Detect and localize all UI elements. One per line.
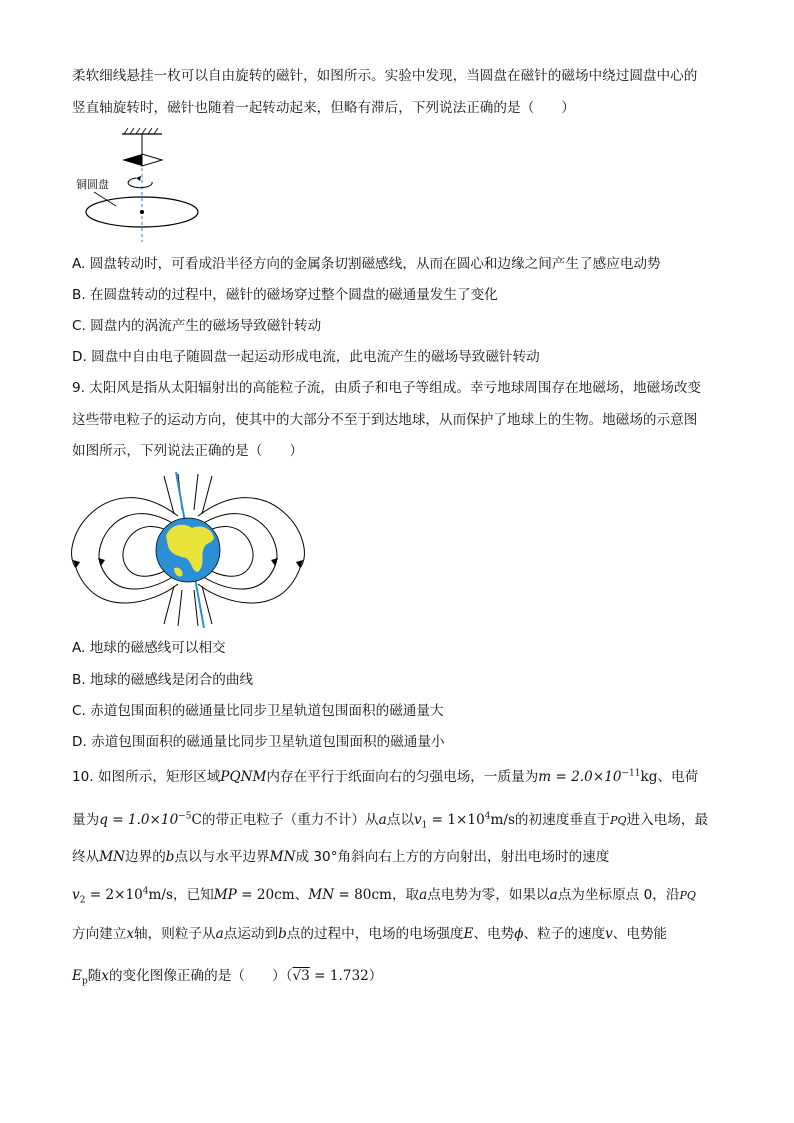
q8-option-a: A. 圆盘转动时，可看成沿半径方向的金属条切割磁感线，从而在圆心和边缘之间产生了感应电动势 [72,256,661,272]
q10-line-5: 方向建立x轴，则粒子从a点运动到b点的过程中，电场的电场强度E、电势ϕ、粒子的速度v、电势能 [72,926,668,942]
q8-stem-line-1: 柔软细线悬挂一枚可以自由旋转的磁针，如图所示。实验中发现，当圆盘在磁针的磁场中绕过圆盘中心的 [72,68,698,84]
q8-stem-line-2: 竖直轴旋转时，磁针也随着一起转动起来，但略有滞后，下列说法正确的是（ ） [72,100,575,116]
q9-stem-line-3: 如图所示，下列说法正确的是（ ） [72,443,304,459]
q9-figure-geomagnetic-field [66,472,310,628]
q9-option-a: A. 地球的磁感线可以相交 [72,640,226,656]
q9-option-b: B. 地球的磁感线是闭合的曲线 [72,672,254,688]
q8-figure-label: 铜圆盘 [76,178,109,191]
q9-option-d: D. 赤道包围面积的磁通量比同步卫星轨道包围面积的磁通量小 [72,734,445,750]
q10-line-2: 量为$q = 1.0\times 10^{-5}C$的带正电粒子（重力不计）从a点以$v_1 = 1\times 10^4m/s$的初速度垂直于PQ进入电场，最 [72,811,709,831]
q10-line-4: $v_2 = 2\times 10^4m/s$，已知MP = 20cm、MN = 80cm，取a点电势为零，如果以a点为坐标原点 0，沿PQ [72,886,696,906]
q10-line-6: $E_p$随x的变化图像正确的是（ ）（√3 = 1.732） [72,968,383,987]
q9-stem-line-2: 这些带电粒子的运动方向，使其中的大部分不至于到达地球，从而保护了地球上的生物。地磁场的示意图 [72,412,698,428]
q9-stem-line-1: 9. 太阳风是指从太阳辐射出的高能粒子流，由质子和电子等组成。幸亏地球周围存在地磁场，地磁场改变 [72,380,702,396]
q8-option-d: D. 圆盘中自由电子随圆盘一起运动形成电流，此电流产生的磁场导致磁针转动 [72,349,540,365]
q10-line-1: 10. 如图所示，矩形区域PQNM内存在平行于纸面向右的匀强电场，一质量为$m = 2.0\times 10^{-11}kg$、电荷 [72,768,699,785]
q10-line-3: 终从MN边界的b点以与水平边界MN成 30°角斜向右上方的方向射出，射出电场时的速度 [72,849,610,865]
q8-option-c: C. 圆盘内的涡流产生的磁场导致磁针转动 [72,318,322,334]
q8-option-b: B. 在圆盘转动的过程中，磁针的磁场穿过整个圆盘的磁通量发生了变化 [72,287,498,303]
q9-option-c: C. 赤道包围面积的磁通量比同步卫星轨道包围面积的磁通量大 [72,703,444,719]
